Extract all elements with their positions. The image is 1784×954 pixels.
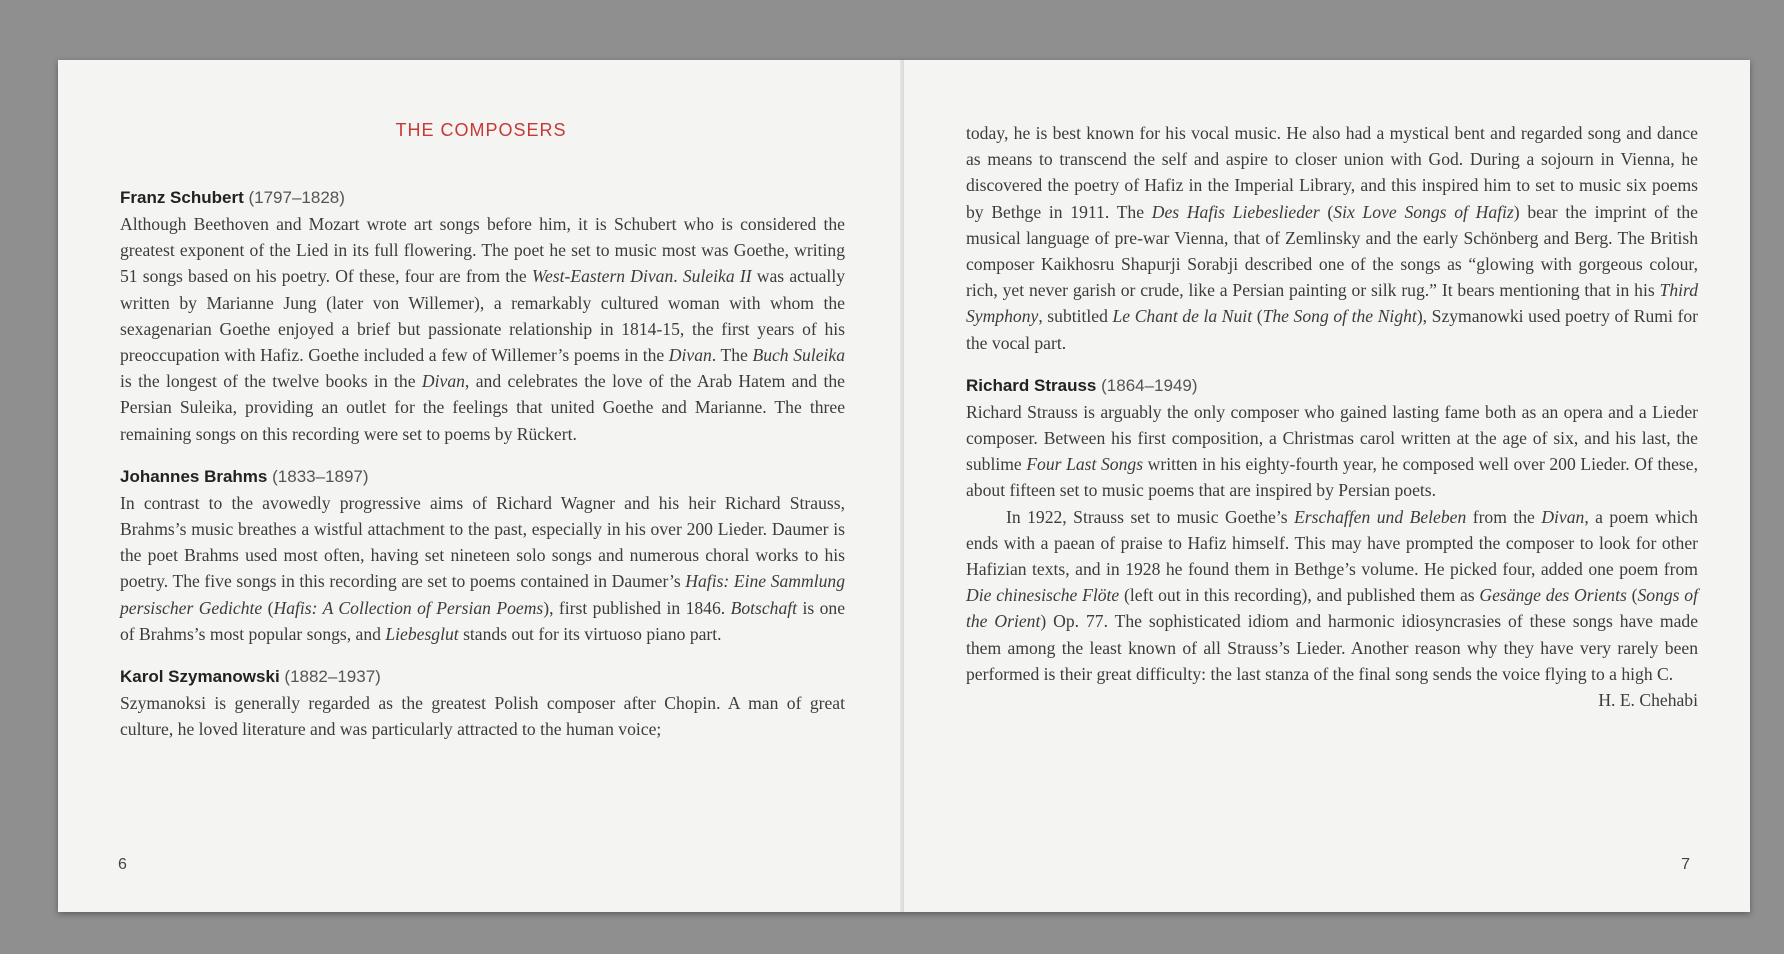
szymanowski-continuation: [966, 120, 1698, 356]
left-page: [58, 60, 904, 912]
composer-heading: [120, 464, 845, 490]
composer-name: Franz Schubert: [120, 188, 244, 207]
cd-booklet: [58, 60, 1750, 912]
right-page: [904, 60, 1750, 912]
composer-heading: [966, 373, 1698, 399]
composer-dates: (1797–1828): [248, 188, 345, 207]
page-number: 7: [1681, 856, 1690, 873]
composer-name: Karol Szymanowski: [120, 667, 280, 687]
composer-heading: [120, 185, 845, 211]
right-text-column: [966, 120, 1698, 730]
composer-bio: Szymanoksi is generally regarded as the greatest Polish composer after Chopin. A man of great culture, he loved literature and was particularly attracted to the human voice;: [120, 693, 845, 740]
composer-entry-schubert: [120, 185, 845, 447]
composer-heading: [120, 664, 845, 690]
composer-bio: Although Beethoven and Mozart wrote art songs before him, it is Schubert who is considered the greatest exponent of the Lied in its full flowering. The poet he set to music most was Goethe, writing 51 songs based on his poetry. Of these, four are from the West-Eastern Divan. Suleika II was actually written by Marianne Jung (later von Willemer), a remarkably cultured woman with whom the sexagenarian Goethe enjoyed a brief but passionate relationship in 1814-15, the first years of his preoccupation with Hafiz. Goethe included a few of Willemer’s poems in the Divan. The Buch Suleika is the longest of the twelve books in the Divan, and celebrates the love of the Arab Hatem and the Persian Suleika, providing an outlet for the feelings that united Goethe and Marianne. The three remaining songs on this recording were set to poems by Rückert.: [120, 214, 846, 444]
composer-bio-paragraph-2: In 1922, Strauss set to music Goethe’s Erschaffen und Beleben from the Divan, a poem which ends with a paean of praise to Hafiz himself. This may have prompted the composer to look for other Hafizian texts, and in 1928 he found them in Bethge’s volume. He picked four, added one poem from Die chinesische Flöte (left out in this recording), and published them as Gesänge des Orients (Songs of the Orient) Op. 77. The sophisticated idiom and harmonic idiosyncrasies of these songs have made them among the least known of all Strauss’s Lieder. Another reason why they have very rarely been performed is their great difficulty: the last stanza of the final song sends the voice flying to a high C.: [966, 506, 1699, 684]
author-signature: H. E. Chehabi: [1598, 690, 1698, 711]
composer-entry-strauss: [966, 373, 1698, 713]
composer-entry-szymanowski: [120, 664, 845, 742]
section-heading: THE COMPOSERS: [395, 120, 567, 140]
composer-bio: today, he is best known for his vocal music. He also had a mystical bent and regarded song and dance as means to transcend the self and aspire to closer union with God. During a sojourn in Vienna, he discovered the poetry of Hafiz in the Imperial Library, and this inspired him to set to music six poems by Bethge in 1911. The Des Hafis Liebeslieder (Six Love Songs of Hafiz) bear the imprint of the musical language of pre-war Vienna, that of Zemlinsky and the early Schönberg and Berg. The British composer Kaikhosru Shapurji Sorabji described one of the songs as “glowing with gorgeous colour, rich, yet never garish or crude, like a Persian painting or silk rug.” It bears mentioning that in his Third Symphony, subtitled Le Chant de la Nuit (The Song of the Night), Szymanowki used poetry of Rumi for the vocal part.: [966, 123, 1698, 353]
composer-name: Richard Strauss: [966, 375, 1097, 395]
left-text-column: [120, 185, 845, 759]
composer-dates: (1833–1897): [272, 466, 369, 486]
composer-bio: In contrast to the avowedly progressive aims of Richard Wagner and his heir Richard Strauss, Brahms’s music breathes a wistful attachment to the past, especially in his over 200 Lieder. Daumer is the poet Brahms used most often, having set nineteen solo songs and numerous choral works to his poetry. The five songs in this recording are set to poems contained in Daumer’s Hafis: Eine Sammlung persischer Gedichte (Hafis: A Collection of Persian Poems), first published in 1846. Botschaft is one of Brahms’s most popular songs, and Liebesglut stands out for its virtuoso piano part.: [120, 492, 845, 644]
composer-dates: (1882–1937): [284, 667, 381, 687]
composer-dates: (1864–1949): [1101, 375, 1198, 395]
page-number: 6: [118, 856, 127, 873]
composer-entry-brahms: [120, 464, 845, 647]
composer-name: Johannes Brahms: [120, 466, 268, 486]
composer-bio: Richard Strauss is arguably the only composer who gained lasting fame both as an opera and a Lieder composer. Between his first composition, a Christmas carol written at the age of six, and his last, the sublime Four Last Songs written in his eighty-fourth year, he composed well over 200 Lieder. Of these, about fifteen set to music poems that are inspired by Persian poets.: [966, 401, 1698, 501]
